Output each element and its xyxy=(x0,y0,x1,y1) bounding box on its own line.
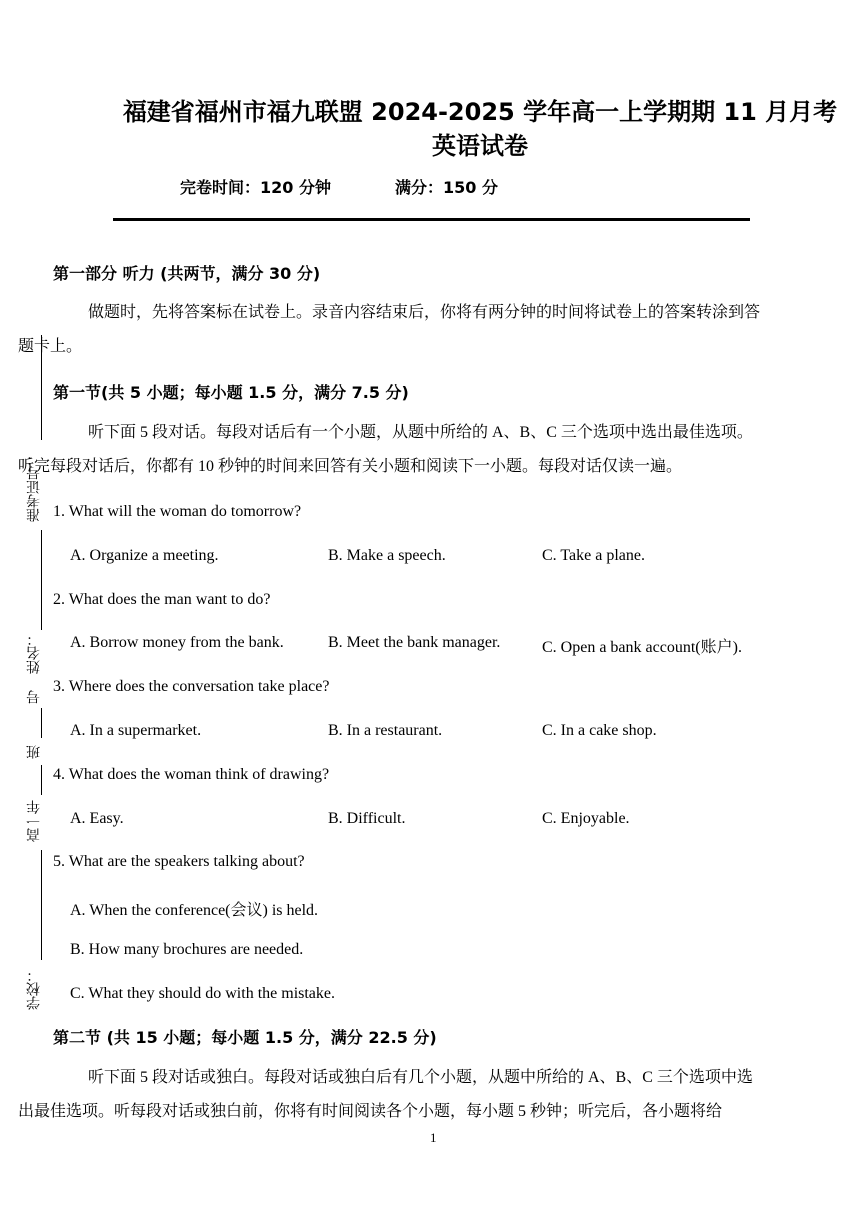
exam-title-line2: 英语试卷 xyxy=(432,132,528,160)
margin-line-3 xyxy=(41,708,42,738)
header-divider xyxy=(113,218,750,221)
question-2-option-b: B. Meet the bank manager. xyxy=(328,634,501,651)
margin-exam-id-label: 准考证号： xyxy=(26,452,42,522)
question-1-option-a: A. Organize a meeting. xyxy=(70,547,219,564)
question-1-option-b: B. Make a speech. xyxy=(328,547,446,564)
question-3-option-c: C. In a cake shop. xyxy=(542,722,657,739)
question-2-option-c: C. Open a bank account(账户). xyxy=(542,639,742,656)
section1-instruction-line2: 听完每段对话后，你都有 10 秒钟的时间来回答有关小题和阅读下一小题。每段对话仅读一遍。 xyxy=(18,458,683,475)
exam-title-line1: 福建省福州市福九联盟 2024-2025 学年高一上学期期 11 月月考 xyxy=(122,98,838,126)
section1-instruction-line1: 听下面 5 段对话。每段对话后有一个小题，从题中所给的 A、B、C 三个选项中选出最佳选项。 xyxy=(88,424,753,441)
question-4-option-a: A. Easy. xyxy=(70,810,124,827)
question-2: 2. What does the man want to do? xyxy=(53,591,271,608)
margin-line-2 xyxy=(41,530,42,630)
margin-school-label: 学校： xyxy=(26,968,42,1010)
section2-instruction xyxy=(18,1061,818,1129)
part1-instruction-line2: 题卡上。 xyxy=(18,338,83,355)
margin-line-4 xyxy=(41,765,42,795)
question-4-option-c: C. Enjoyable. xyxy=(542,810,630,827)
part1-instruction-line1: 做题时，先将答案标在试卷上。录音内容结束后，你将有两分钟的时间将试卷上的答案转涂到答 xyxy=(88,304,761,321)
section2-instruction-line2: 出最佳选项。听每段对话或独白前，你将有时间阅读各个小题，每小题 5 秒钟；听完后，各小题将给 xyxy=(18,1103,723,1120)
part1-instruction xyxy=(18,296,818,364)
question-5-option-b: B. How many brochures are needed. xyxy=(70,941,304,958)
question-1-option-c: C. Take a plane. xyxy=(542,547,645,564)
question-3-option-b: B. In a restaurant. xyxy=(328,722,443,739)
question-1: 1. What will the woman do tomorrow? xyxy=(53,503,302,520)
section2-instruction-line1: 听下面 5 段对话或独白。每段对话或独白后有几个小题，从题中所给的 A、B、C 三个选项中选 xyxy=(88,1069,753,1086)
question-5-option-c: C. What they should do with the mistake. xyxy=(70,985,336,1002)
margin-line-5 xyxy=(41,850,42,960)
question-4: 4. What does the woman think of drawing? xyxy=(53,766,330,783)
question-2-option-a: A. Borrow money from the bank. xyxy=(70,634,284,651)
section1-heading: 第一节(共 5 小题；每小题 1.5 分，满分 7.5 分) xyxy=(53,383,409,402)
question-3: 3. Where does the conversation take place? xyxy=(53,678,330,695)
question-5-option-a: A. When the conference(会议) is held. xyxy=(70,902,319,919)
exam-time: 完卷时间：120 分钟 xyxy=(180,178,331,197)
question-5: 5. What are the speakers talking about? xyxy=(53,853,305,870)
margin-number-label: 号 xyxy=(26,690,42,704)
margin-grade-label: 高一年 xyxy=(26,800,42,842)
section2-heading: 第二节 (共 15 小题；每小题 1.5 分，满分 22.5 分) xyxy=(53,1028,437,1047)
margin-name-label: 姓名： xyxy=(26,632,42,674)
page-number: 1 xyxy=(430,1130,437,1145)
exam-score: 满分：150 分 xyxy=(395,178,498,197)
part1-heading: 第一部分 听力 (共两节，满分 30 分) xyxy=(53,264,321,283)
margin-class-label: 班 xyxy=(26,745,42,759)
question-4-option-b: B. Difficult. xyxy=(328,810,406,827)
section1-instruction xyxy=(18,416,818,484)
question-3-option-a: A. In a supermarket. xyxy=(70,722,202,739)
